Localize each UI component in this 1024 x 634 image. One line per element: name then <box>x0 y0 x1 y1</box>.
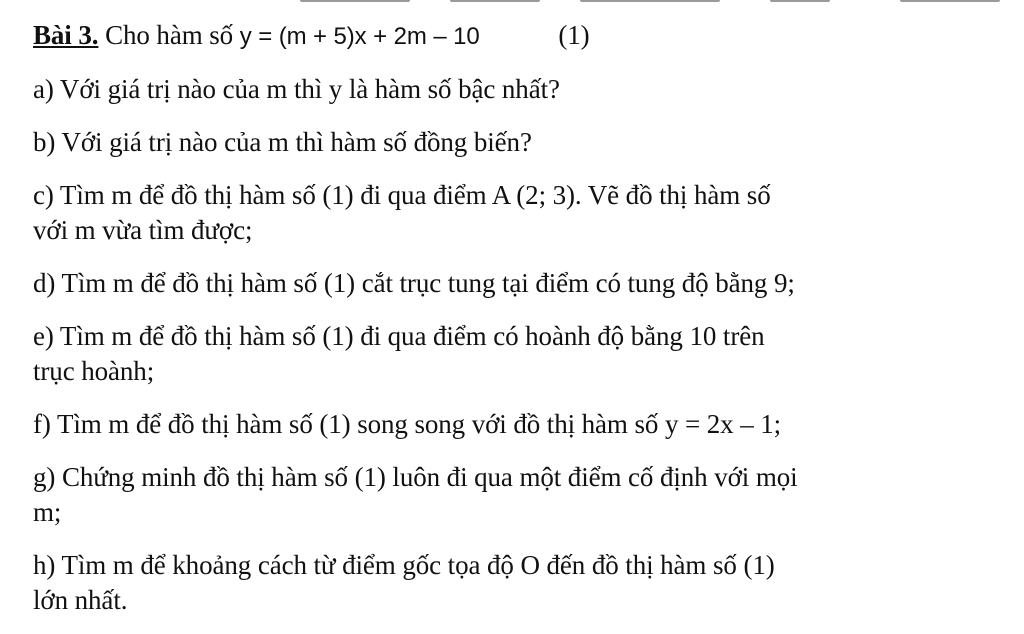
question-c: c) Tìm m để đồ thị hàm số (1) đi qua điểm A (2; 3). Vẽ đồ thị hàm số <box>33 180 771 210</box>
question-h: h) Tìm m để khoảng cách từ điểm gốc tọa độ O đến đồ thị hàm số (1) <box>33 550 775 580</box>
cropped-text-fragment <box>300 0 1020 10</box>
exercise-intro: Cho hàm số <box>105 20 234 50</box>
question-e-continued: trục hoành; <box>33 356 155 386</box>
function-equation: y = (m + 5)x + 2m – 10 <box>239 23 480 50</box>
question-b: b) Với giá trị nào của m thì hàm số đồng biến? <box>33 127 532 157</box>
question-h-continued: lớn nhất. <box>33 585 128 615</box>
question-e: e) Tìm m để đồ thị hàm số (1) đi qua điểm có hoành độ bằng 10 trên <box>33 321 765 351</box>
question-d: d) Tìm m để đồ thị hàm số (1) cắt trục tung tại điểm có tung độ bằng 9; <box>33 268 795 298</box>
exercise-header <box>33 18 1008 54</box>
exercise-document <box>33 18 1008 618</box>
question-f: f) Tìm m để đồ thị hàm số (1) song song với đồ thị hàm số y = 2x – 1; <box>33 409 782 439</box>
question-c-continued: với m vừa tìm được; <box>33 215 253 245</box>
exercise-label: Bài 3. <box>33 20 99 50</box>
question-a: a) Với giá trị nào của m thì y là hàm số bậc nhất? <box>33 74 560 104</box>
question-g: g) Chứng minh đồ thị hàm số (1) luôn đi qua một điểm cố định với mọi <box>33 462 798 492</box>
equation-reference: (1) <box>558 20 590 50</box>
question-g-continued: m; <box>33 497 62 527</box>
